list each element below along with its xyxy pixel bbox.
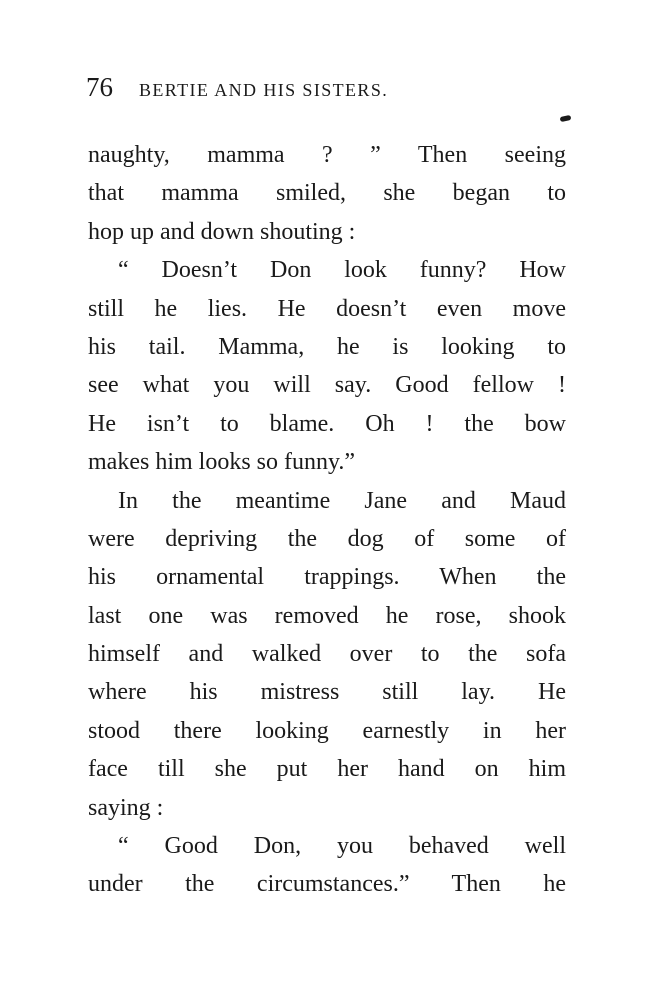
ink-speck — [560, 115, 572, 122]
text-line: makes him looks so funny.” — [88, 449, 356, 476]
text-line: his ornamental trappings. When the — [88, 564, 566, 591]
text-line: still he lies. He doesn’t even move — [88, 295, 566, 322]
page-number: 76 — [86, 72, 113, 102]
text-line: naughty, mamma ? ” Then seeing — [88, 142, 566, 168]
text-line: saying : — [88, 794, 164, 821]
text-line: see what you will say. Good fellow ! — [88, 372, 566, 399]
text-line: “ Good Don, you behaved well — [118, 833, 566, 860]
running-head — [86, 72, 566, 108]
text-line: were depriving the dog of some of — [88, 525, 566, 552]
text-line: He isn’t to blame. Oh ! the bow — [88, 410, 566, 437]
text-line: In the meantime Jane and Maud — [118, 487, 566, 514]
text-line: “ Doesn’t Don look funny? How — [118, 257, 566, 284]
running-title: BERTIE AND HIS SISTERS. — [139, 80, 389, 100]
text-line: face till she put her hand on him — [88, 756, 566, 783]
text-line: under the circumstances.” Then he — [88, 871, 566, 898]
body-text — [88, 136, 566, 904]
text-line: that mamma smiled, she began to — [88, 180, 566, 207]
text-line: stood there looking earnestly in her — [88, 717, 566, 744]
text-line: last one was removed he rose, shook — [88, 602, 566, 629]
text-line: his tail. Mamma, he is looking to — [88, 333, 566, 360]
text-line: where his mistress still lay. He — [88, 679, 566, 706]
text-line: himself and walked over to the sofa — [88, 641, 566, 668]
text-line: hop up and down shouting : — [88, 218, 356, 245]
